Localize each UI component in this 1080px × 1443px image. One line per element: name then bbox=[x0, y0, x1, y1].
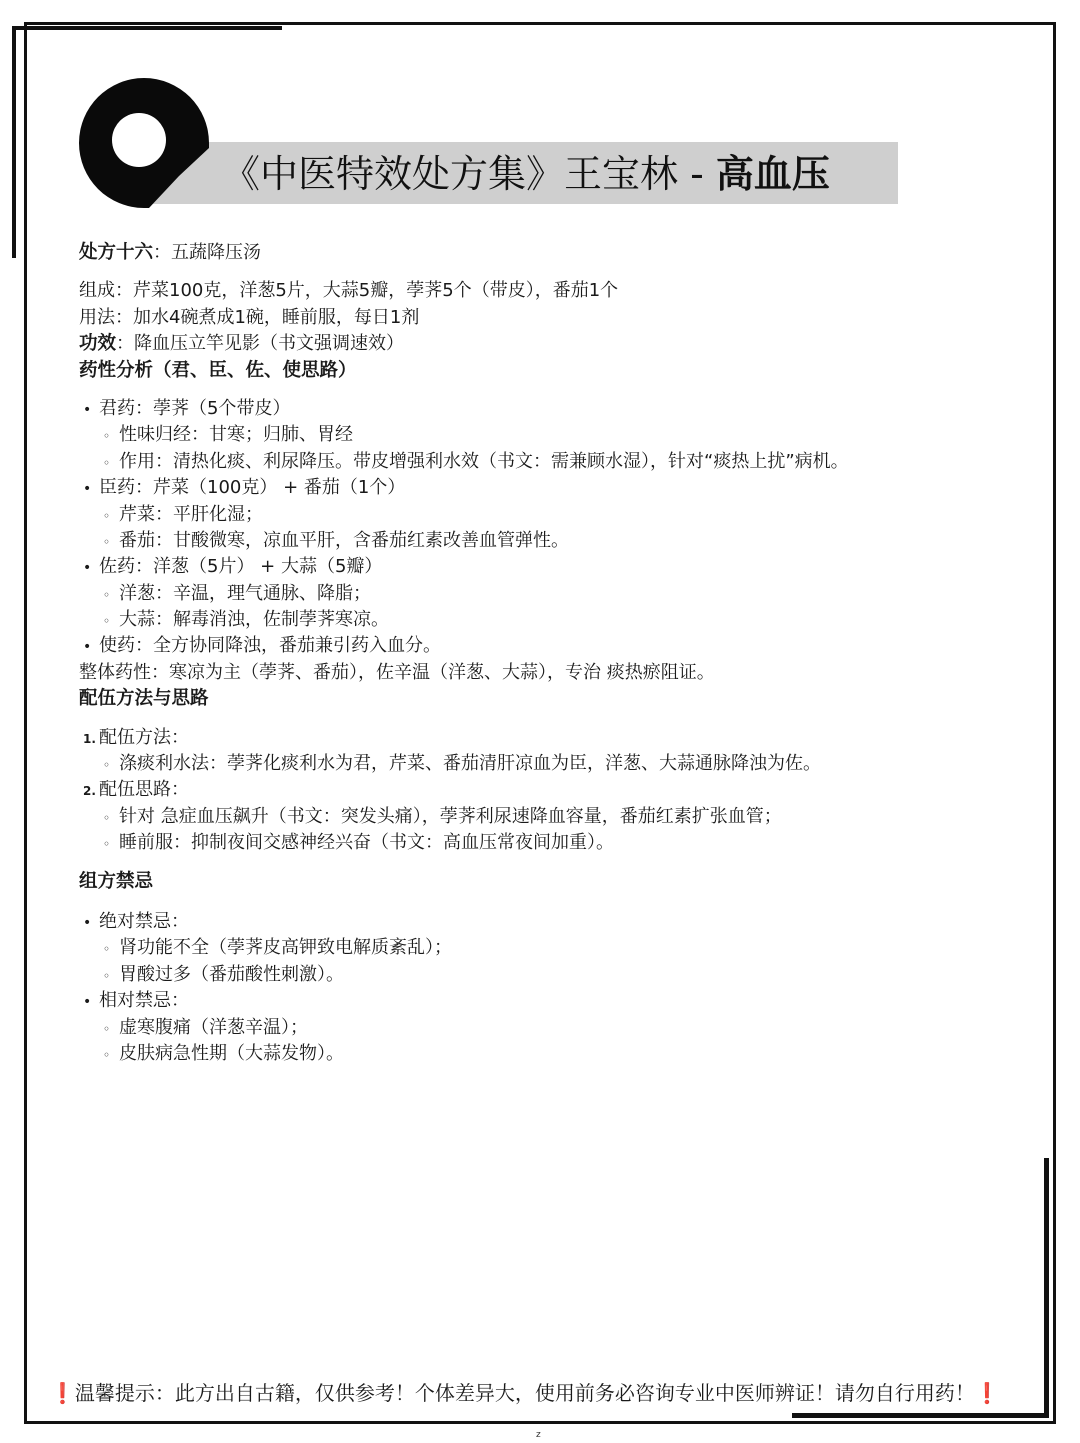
list-item: • 佐药：洋葱（5片） + 大蒜（5瓣） bbox=[83, 556, 383, 578]
composition-line: 组成：芹菜100克，洋葱5片，大蒜5瓣，荸荠5个（带皮），番茄1个 bbox=[79, 280, 619, 302]
section-heading-method: 配伍方法与思路 bbox=[79, 688, 209, 710]
list-item: • 使药：全方协同降浊，番茄兼引药入血分。 bbox=[83, 635, 441, 657]
list-item: ◦ 番茄：甘酸微寒，凉血平肝，含番茄红素改善血管弹性。 bbox=[103, 529, 569, 551]
overall-line: 整体药性：寒凉为主（荸荠、番茄），佐辛温（洋葱、大蒜），专治 痰热瘀阻证。 bbox=[79, 661, 715, 683]
ring-logo-icon bbox=[79, 78, 209, 208]
list-item: ◦ 针对 急症血压飙升（书文：突发头痛），荸荠利尿速降血容量，番茄红素扩张血管； bbox=[103, 805, 782, 827]
prescription-line: 处方十六：五蔬降压汤 bbox=[79, 242, 262, 263]
list-item: 2. 配伍思路： bbox=[83, 779, 189, 801]
list-item: ◦ 作用：清热化痰、利尿降压。带皮增强利水效（书文：需兼顾水湿），针对“痰热上扰”病机。 bbox=[103, 450, 849, 472]
usage-line: 用法：加水4碗煮成1碗，睡前服，每日1剂 bbox=[79, 306, 420, 328]
frame-accent-right bbox=[1044, 1158, 1049, 1418]
warning-notice: ❗温馨提示：此方出自古籍，仅供参考！个体差异大，使用前务必咨询专业中医师辨证！请勿自行用药！❗ bbox=[50, 1381, 1000, 1405]
list-item: • 相对禁忌： bbox=[83, 990, 189, 1012]
footer-mark: z bbox=[536, 1430, 541, 1440]
frame-accent-left bbox=[12, 26, 16, 258]
list-item: ◦ 芹菜：平肝化湿； bbox=[103, 503, 263, 525]
effect-line: 功效：降血压立竿见影（书文强调速效） bbox=[79, 333, 405, 355]
exclamation-icon: ❗ bbox=[974, 1381, 1000, 1405]
list-item: 1. 配伍方法： bbox=[83, 726, 189, 748]
exclamation-icon: ❗ bbox=[50, 1381, 75, 1405]
list-item: ◦ 涤痰利水法：荸荠化痰利水为君，芹菜、番茄清肝凉血为臣，洋葱、大蒜通脉降浊为佐。 bbox=[103, 753, 821, 775]
section-heading-analysis: 药性分析（君、臣、佐、使思路） bbox=[79, 359, 357, 381]
list-item: • 绝对禁忌： bbox=[83, 910, 189, 932]
document-body bbox=[79, 240, 1039, 1067]
frame-accent-bottom bbox=[792, 1413, 1049, 1418]
list-item: • 君药：荸荠（5个带皮） bbox=[83, 397, 291, 419]
list-item: ◦ 虚寒腹痛（洋葱辛温）； bbox=[103, 1016, 308, 1038]
list-item: ◦ 皮肤病急性期（大蒜发物）。 bbox=[103, 1042, 344, 1064]
list-item: ◦ 洋葱：辛温，理气通脉、降脂； bbox=[103, 582, 371, 604]
list-item: ◦ 胃酸过多（番茄酸性刺激）。 bbox=[103, 963, 344, 985]
list-item: ◦ 大蒜：解毒消浊，佐制荸荠寒凉。 bbox=[103, 609, 389, 631]
list-item: ◦ 性味归经：甘寒；归肺、胃经 bbox=[103, 424, 353, 446]
page-title: 《中医特效处方集》王宝林 - 高血压 bbox=[222, 152, 830, 196]
list-item: • 臣药：芹菜（100克） + 番茄（1个） bbox=[83, 477, 406, 499]
frame-accent-top bbox=[12, 26, 282, 30]
list-item: ◦ 肾功能不全（荸荠皮高钾致电解质紊乱）； bbox=[103, 937, 452, 959]
section-heading-contra: 组方禁忌 bbox=[79, 870, 154, 892]
list-item: ◦ 睡前服：抑制夜间交感神经兴奋（书文：高血压常夜间加重）。 bbox=[103, 832, 614, 854]
